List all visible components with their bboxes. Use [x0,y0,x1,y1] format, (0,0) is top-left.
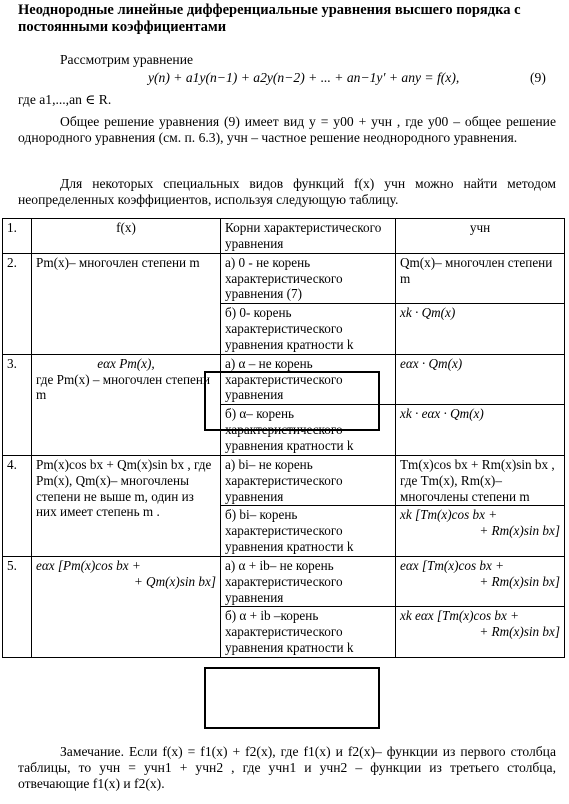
highlight-box-row3 [204,371,380,431]
root-cell: б) 0- корень характеристического уравнения кратности k [221,304,396,355]
solution-cell: Tm(x)cos bx + Rm(x)sin bx , где Tm(x), Rm(x)– многочлены степени m [396,455,565,506]
root-cell: б) bi– корень характеристического уравнения кратности k [221,506,396,557]
section-title: Неоднородные линейные дифференциальные уравнения высшего порядка с постоянными коэффициентами [18,2,521,36]
solution-line: + Rm(x)sin bx] [479,624,560,640]
root-cell: б) α– корень характеристического уравнения кратности k [221,405,396,456]
coefficients-table [2,218,565,658]
intro-lead: Рассмотрим уравнение [60,52,193,67]
root-cell: а) α – не корень характеристического уравнения [221,354,396,405]
root-cell: а) bi– не корень характеристического уравнения [221,455,396,506]
table-header-row [3,219,565,254]
header-cell: yчн [396,219,565,254]
solution-cell [396,556,565,607]
table-row [3,455,565,506]
solution-cell: xk · eαx · Qm(x) [396,405,565,456]
row-number: 5. [3,556,32,657]
function-line: + Qm(x)sin bx] [133,573,216,589]
main-equation: y(n) + a1y(n−1) + a2y(n−2) + ... + an−1y′ + any = f(x), [148,70,460,85]
root-cell: а) α + ib– не корень характеристического уравнения [221,556,396,607]
function-cell [32,556,221,657]
solution-line: xk [Tm(x)cos bx + [400,507,498,523]
header-cell: Корни характеристического уравнения [221,219,396,254]
general-solution-text: Общее решение уравнения (9) имеет вид y = y00 + yчн , где y00 – общее решение однородного уравнения (см. п. 6.3), yчн – частное решение неоднородного уравнения. [18,114,556,146]
function-line: eαx [Pm(x)cos bx + [36,557,141,573]
solution-cell: xk · Qm(x) [396,304,565,355]
coefficients-note: где a1,...,an ∈ R. [18,92,112,107]
row-number: 3. [3,354,32,455]
table-row [3,253,565,304]
solution-cell [396,607,565,658]
function-line: eαx Pm(x), [97,355,155,371]
solution-line: eαx [Tm(x)cos bx + [400,557,505,573]
header-cell: f(x) [32,219,221,254]
solution-line: + Rm(x)sin bx] [479,573,560,589]
root-cell: а) 0 - не корень характеристического уравнения (7) [221,253,396,304]
row-number: 4. [3,455,32,556]
function-line: где Pm(x) – многочлен степени m [36,371,211,403]
table-row [3,556,565,607]
function-cell [32,354,221,455]
header-cell: 1. [3,219,32,254]
remark-paragraph: Замечание. Если f(x) = f1(x) + f2(x), где f1(x) и f2(x)– функции из первого столбца таблицы, то yчн = yчн1 + yчн2 , где yчн1 и yчн2 – функции из третьего столбца, отвечающие f1(x) и f2(x). [18,744,556,792]
solution-cell: eαx · Qm(x) [396,354,565,405]
root-cell: б) α + ib –корень характеристического уравнения кратности k [221,607,396,658]
solution-cell [396,506,565,557]
highlight-box-row5 [204,667,380,729]
function-cell: Pm(x)cos bx + Qm(x)sin bx , где Pm(x), Qm(x)– многочлены степени не выше m, один из них имеет степень m . [32,455,221,556]
solution-line: + Rm(x)sin bx] [479,523,560,539]
solution-line: xk eαx [Tm(x)cos bx + [400,608,520,624]
special-functions-text: Для некоторых специальных видов функций f(x) yчн можно найти методом неопределенных коэффициентов, используя следующую таблицу. [18,176,556,208]
equation-number: (9) [530,70,546,85]
solution-cell: Qm(x)– многочлен степени m [396,253,565,304]
row-number: 2. [3,253,32,354]
function-cell: Pm(x)– многочлен степени m [32,253,221,354]
